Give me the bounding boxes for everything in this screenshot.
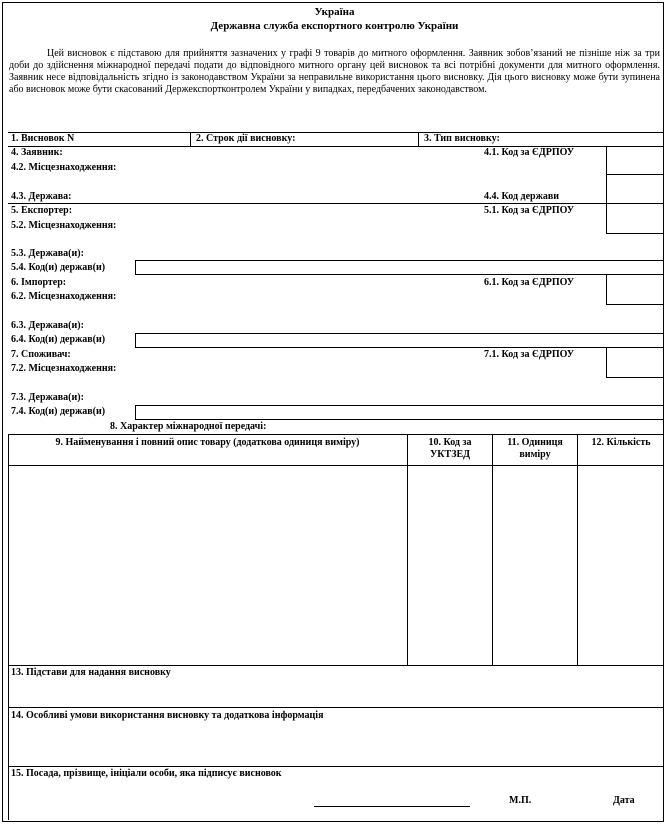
goods-code-cell[interactable]	[408, 466, 491, 664]
row1-top-line	[8, 132, 664, 133]
applicant-state-code-field[interactable]	[606, 174, 664, 204]
exporter-state-codes-field[interactable]	[135, 260, 664, 275]
validity-label: 2. Строк дії висновку:	[196, 133, 296, 144]
consumer-label: 7. Споживач:	[11, 349, 71, 360]
importer-state-codes-label: 6.4. Код(и) держав(и)	[11, 334, 106, 345]
exporter-state-codes-label: 5.4. Код(и) держав(и)	[11, 262, 106, 273]
exporter-code-field[interactable]	[606, 203, 664, 234]
goods-description-cell[interactable]	[9, 466, 406, 664]
seal-label: М.П.	[509, 795, 532, 806]
consumer-state-codes-field[interactable]	[135, 405, 664, 420]
consumer-state-codes-label: 7.4. Код(и) держав(и)	[11, 406, 106, 417]
goods-unit-cell[interactable]	[493, 466, 576, 664]
section13-bottom-line	[8, 707, 664, 708]
importer-code-field[interactable]	[606, 274, 664, 305]
goods-bottom-line	[8, 665, 664, 666]
applicant-label: 4. Заявник:	[11, 147, 63, 158]
consumer-code-label: 7.1. Код за ЄДРПОУ	[484, 349, 575, 360]
importer-label: 6. Імпортер:	[11, 277, 67, 288]
goods-code-header: 10. Код за УКТЗЕД	[428, 437, 472, 460]
conclusion-type-label: 3. Тип висновку:	[424, 133, 500, 144]
applicant-state-label: 4.3. Держава:	[11, 191, 72, 202]
goods-unit-header: 11. Одиниця виміру	[507, 437, 563, 460]
row1-divider-a	[190, 132, 191, 146]
importer-code-label: 6.1. Код за ЄДРПОУ	[484, 277, 575, 288]
importer-states-label: 6.3. Держава(и):	[11, 320, 84, 331]
grounds-label: 13. Підстави для надання висновку	[11, 667, 171, 678]
applicant-location-label: 4.2. Місцезнаходження:	[11, 162, 117, 173]
date-label: Дата	[613, 795, 635, 806]
section4-bottom-line	[8, 203, 664, 204]
applicant-code-label: 4.1. Код за ЄДРПОУ	[484, 147, 575, 158]
signature-line[interactable]	[314, 806, 470, 807]
exporter-code-label: 5.1. Код за ЄДРПОУ	[484, 205, 575, 216]
importer-location-label: 6.2. Місцезнаходження:	[11, 291, 117, 302]
grounds-field[interactable]	[9, 680, 663, 706]
applicant-code-field[interactable]	[606, 146, 664, 175]
row1-divider-b	[418, 132, 419, 146]
consumer-location-label: 7.2. Місцезнаходження:	[11, 363, 117, 374]
goods-quantity-header: 12. Кількість	[591, 437, 651, 448]
goods-description-header: 9. Найменування і повний опис товару (додаткова одиниця виміру)	[55, 437, 360, 448]
signatory-label: 15. Посада, прізвище, ініціали особи, яка підписує висновок	[11, 768, 282, 779]
intro-paragraph: Цей висновок є підставою для прийняття зазначених у графі 9 товарів до митного оформлення. Заявник зобов’язаний не пізніше ніж за три доби до здійснення міжнародної передачі подати до відповідного митного органу цей висновок та всі потрібні документи для митного оформлення. Заявник несе відповідальність згідно із законодавством України за неправильне використання цього висновку. Дія цього висновку може бути зупинена або висновок може бути скасований Держекспортконтролем України у випадках, передбачених законодавством.	[9, 48, 660, 95]
special-conditions-label: 14. Особливі умови використання висновку та додаткова інформація	[11, 710, 324, 721]
header-agency: Державна служба експортного контролю України	[210, 20, 459, 32]
conclusion-number-label: 1. Висновок N	[11, 133, 75, 144]
header-country: Україна	[314, 6, 355, 18]
special-conditions-field[interactable]	[9, 723, 663, 765]
exporter-location-label: 5.2. Місцезнаходження:	[11, 220, 117, 231]
consumer-states-label: 7.3. Держава(и):	[11, 392, 84, 403]
importer-state-codes-field[interactable]	[135, 333, 664, 348]
applicant-state-code-label: 4.4. Код держави	[484, 191, 559, 202]
section8-bottom-line	[8, 434, 664, 435]
section14-bottom-line	[8, 766, 664, 767]
goods-quantity-cell[interactable]	[578, 466, 663, 664]
consumer-code-field[interactable]	[606, 347, 664, 378]
exporter-label: 5. Експортер:	[11, 205, 73, 216]
transfer-nature-label: 8. Характер міжнародної передачі:	[110, 421, 267, 432]
exporter-states-label: 5.3. Держава(и):	[11, 248, 84, 259]
